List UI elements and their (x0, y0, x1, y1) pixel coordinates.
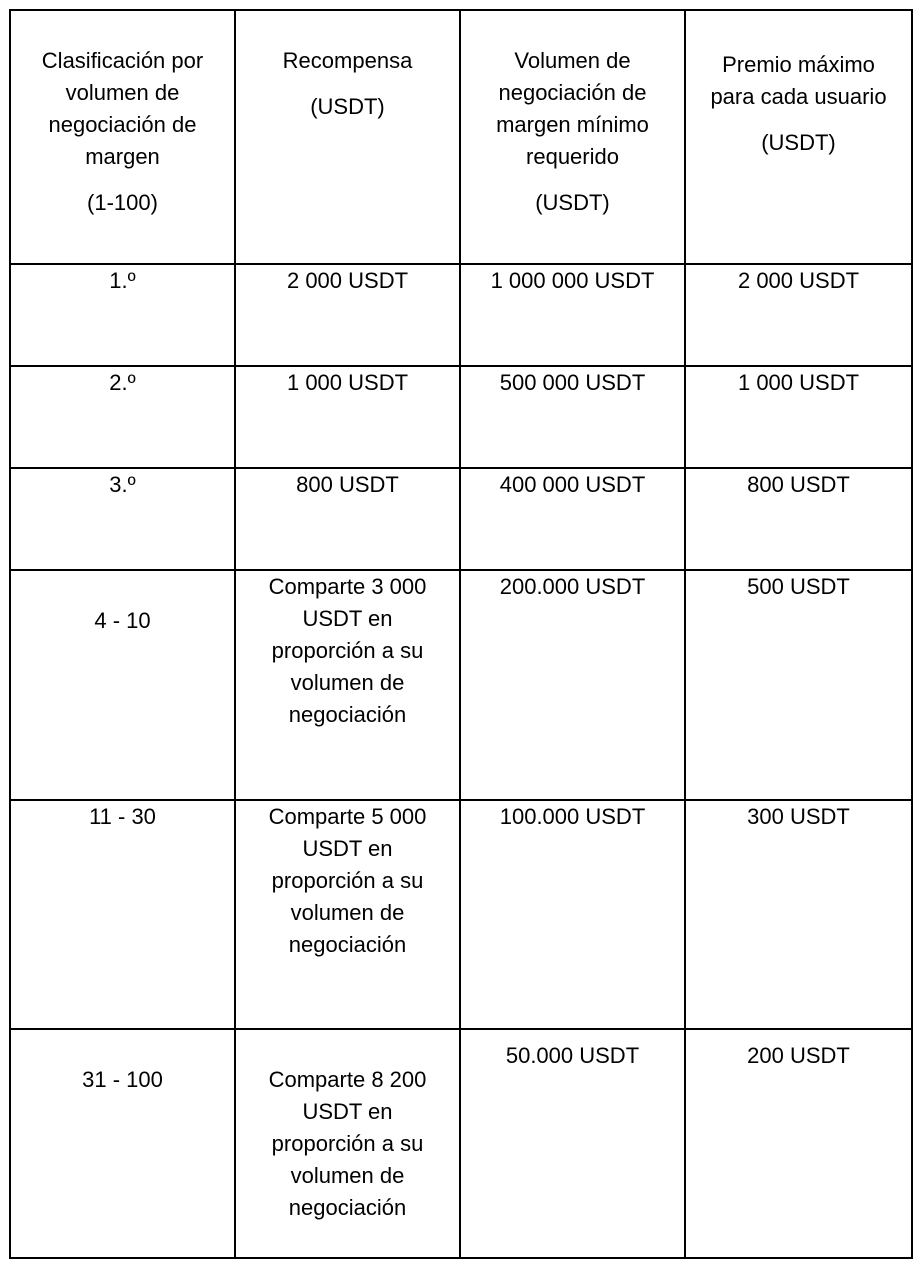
min-volume-cell: 500 000 USDT (460, 366, 685, 468)
max-prize-cell: 2 000 USDT (685, 264, 912, 366)
max-prize-cell: 200 USDT (685, 1029, 912, 1258)
header-ranking-line: negociación de (48, 112, 197, 137)
header-max-prize-line: para cada usuario (710, 84, 887, 109)
reward-cell (235, 800, 460, 1029)
rank-cell: 3.º (10, 468, 235, 570)
rank-cell: 31 - 100 (10, 1029, 235, 1258)
reward-line: USDT en (302, 1099, 393, 1124)
rewards-table (9, 9, 913, 1259)
reward-cell (235, 264, 460, 366)
table-row (10, 366, 912, 468)
min-volume-cell: 1 000 000 USDT (460, 264, 685, 366)
reward-line: proporción a su (271, 868, 424, 893)
max-prize-cell: 300 USDT (685, 800, 912, 1029)
header-min-volume-note: (USDT) (535, 190, 610, 215)
reward-line: 800 USDT (296, 472, 399, 497)
header-min-volume (460, 10, 685, 264)
table-row (10, 264, 912, 366)
reward-line: USDT en (302, 836, 393, 861)
max-prize-cell: 500 USDT (685, 570, 912, 800)
reward-line: Comparte 5 000 (268, 804, 427, 829)
header-row (10, 10, 912, 264)
reward-line: volumen de (290, 900, 405, 925)
reward-cell (235, 1029, 460, 1258)
reward-line: negociación (288, 702, 407, 727)
header-min-volume-line: Volumen de (514, 48, 631, 73)
table-row (10, 570, 912, 800)
rank-cell: 11 - 30 (10, 800, 235, 1029)
header-max-prize (685, 10, 912, 264)
reward-line: Comparte 8 200 (268, 1067, 427, 1092)
header-ranking-line: volumen de (65, 80, 180, 105)
reward-line: 1 000 USDT (286, 370, 409, 395)
table-row (10, 468, 912, 570)
reward-cell (235, 366, 460, 468)
max-prize-cell: 800 USDT (685, 468, 912, 570)
reward-line: 2 000 USDT (286, 268, 409, 293)
header-reward (235, 10, 460, 264)
header-max-prize-line: Premio máximo (722, 52, 875, 77)
min-volume-cell: 50.000 USDT (460, 1029, 685, 1258)
rank-cell: 2.º (10, 366, 235, 468)
header-reward-note: (USDT) (310, 94, 385, 119)
header-min-volume-line: negociación de (498, 80, 647, 105)
rank-cell: 4 - 10 (10, 570, 235, 800)
min-volume-cell: 100.000 USDT (460, 800, 685, 1029)
table-header (10, 10, 912, 264)
max-prize-cell: 1 000 USDT (685, 366, 912, 468)
reward-line: proporción a su (271, 1131, 424, 1156)
reward-line: volumen de (290, 1163, 405, 1188)
reward-line: negociación (288, 932, 407, 957)
header-ranking-note: (1-100) (87, 190, 158, 215)
header-ranking-line: Clasificación por (41, 48, 204, 73)
header-min-volume-line: margen mínimo (496, 112, 649, 137)
table-body (10, 264, 912, 1258)
header-ranking (10, 10, 235, 264)
min-volume-cell: 400 000 USDT (460, 468, 685, 570)
reward-cell (235, 468, 460, 570)
header-min-volume-line: requerido (526, 144, 619, 169)
reward-line: negociación (288, 1195, 407, 1220)
header-ranking-line: margen (85, 144, 160, 169)
rank-cell: 1.º (10, 264, 235, 366)
reward-line: USDT en (302, 606, 393, 631)
header-max-prize-note: (USDT) (761, 130, 836, 155)
reward-cell (235, 570, 460, 800)
min-volume-cell: 200.000 USDT (460, 570, 685, 800)
table-row (10, 1029, 912, 1258)
reward-line: proporción a su (271, 638, 424, 663)
table-row (10, 800, 912, 1029)
reward-line: volumen de (290, 670, 405, 695)
header-reward-line: Recompensa (282, 48, 413, 73)
reward-line: Comparte 3 000 (268, 574, 427, 599)
